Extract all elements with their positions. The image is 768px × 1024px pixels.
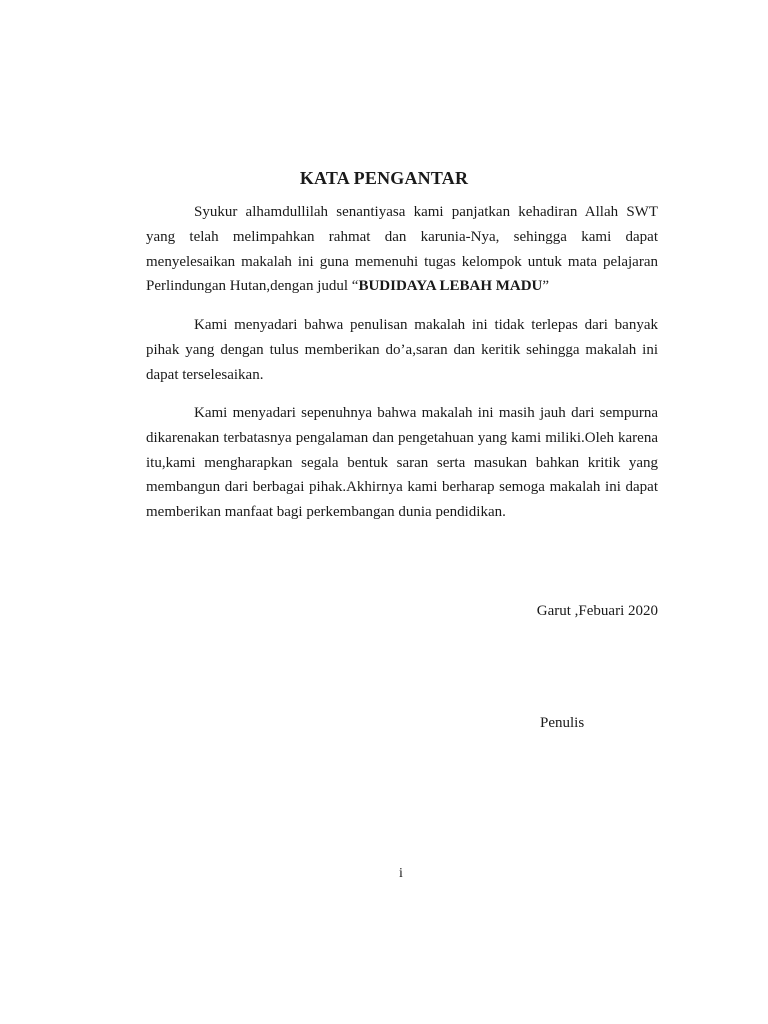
paragraph-closing [146, 401, 658, 525]
paragraph-acknowledgement-text: Kami menyadari bahwa penulisan makalah ini tidak terlepas dari banyak pihak yang dengan tulus memberikan do’a,saran dan keritik sehingga makalah ini dapat terselesaikan. [146, 317, 658, 383]
paragraph-opening [146, 200, 658, 299]
paragraph-closing-text: Kami menyadari sepenuhnya bahwa makalah ini masih jauh dari sempurna dikarenakan terbatasnya pengalaman dan pengetahuan yang kami miliki.Oleh karena itu,kami mengharapkan segala bentuk saran serta masukan bahkan kritik yang membangun dari berbagai pihak.Akhirnya kami berharap semoga makalah ini dapat memberikan manfaat bagi perkembangan dunia pendidikan. [146, 405, 658, 521]
paragraph-opening-text: Syukur alhamdullilah senantiyasa kami panjatkan kehadiran Allah SWT yang telah melimpahkan rahmat dan karunia-Nya, sehingga kami dapat menyelesaikan makalah ini guna memenuhi tugas kelompok untuk mata pelajaran Perlindungan Hutan,dengan judul “ [146, 204, 658, 295]
paper-title-bold: BUDIDAYA LEBAH MADU [358, 278, 543, 295]
closing-quote: ” [542, 278, 550, 295]
place-date: Garut ,Febuari 2020 [536, 603, 658, 619]
author-signature: Penulis [540, 715, 585, 731]
page-number: i [399, 866, 403, 881]
document-title: KATA PENGANTAR [299, 168, 469, 188]
paragraph-acknowledgement [146, 313, 658, 387]
